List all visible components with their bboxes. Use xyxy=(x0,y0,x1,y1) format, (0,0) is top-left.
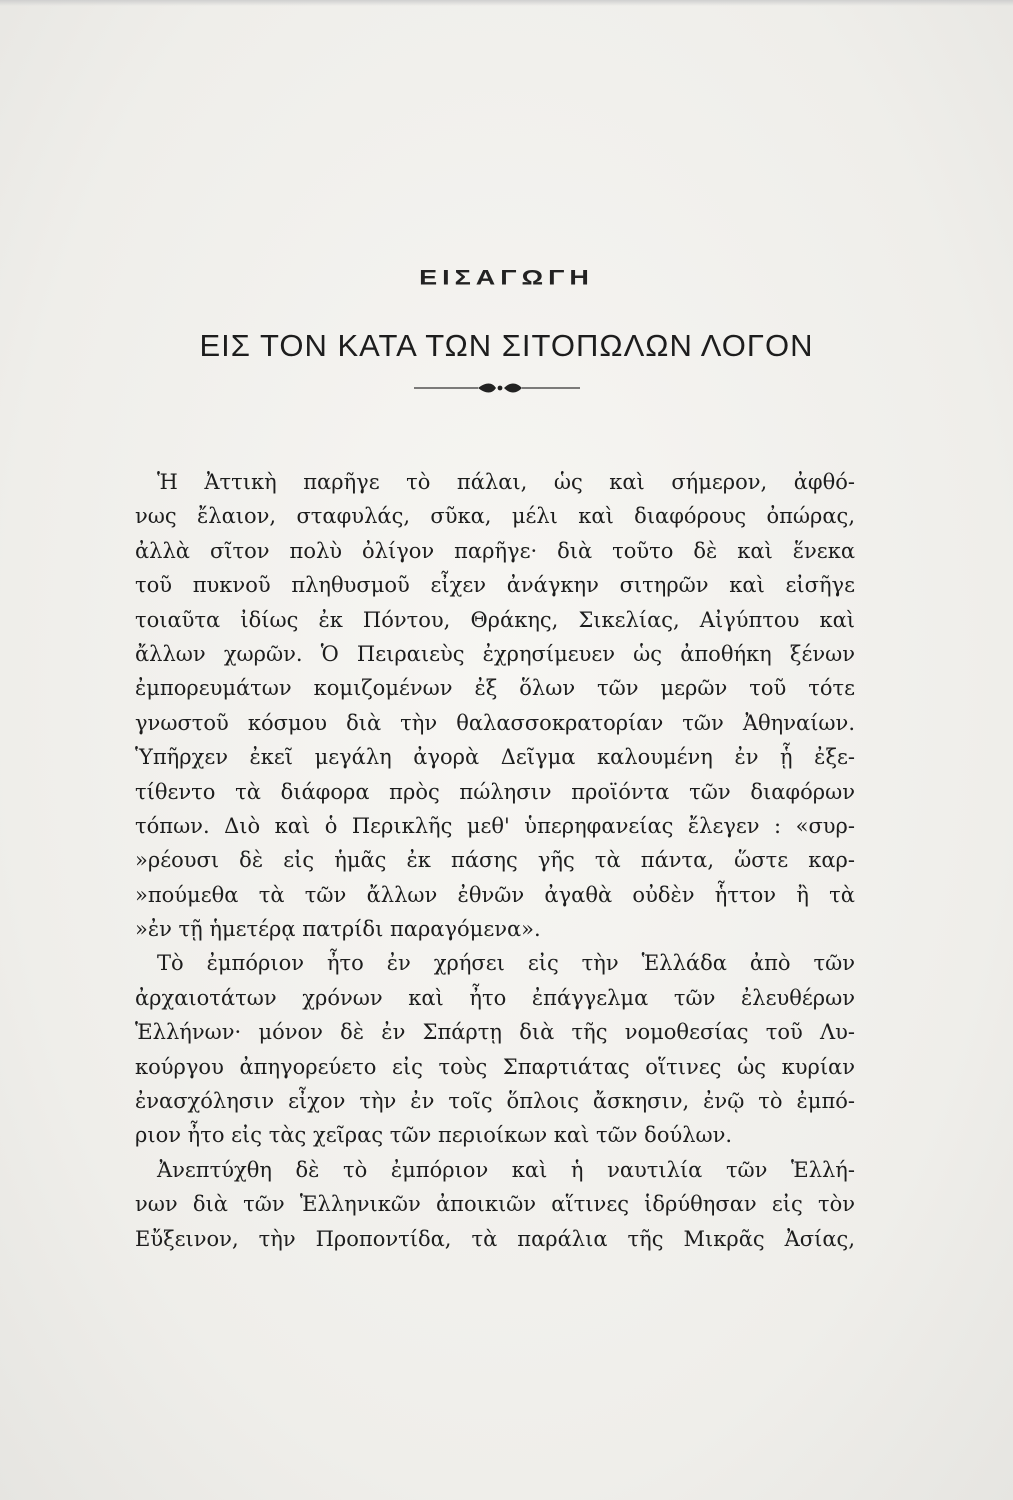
text-line: τίθεντο τὰ διάφορα πρὸς πώλησιν προϊόντα τῶν διαφόρων xyxy=(135,779,855,804)
text-line: ἀρχαιοτάτων χρόνων καὶ ἦτο ἐπάγγελμα τῶν ἐλευθέρων xyxy=(135,985,855,1010)
text-line: Ἑλλήνων· μόνον δὲ ἐν Σπάρτῃ διὰ τῆς νομοθεσίας τοῦ Λυ- xyxy=(135,1020,855,1045)
text-line: Ἀνεπτύχθη δὲ τὸ ἐμπόριον καὶ ἡ ναυτιλία τῶν Ἑλλή- xyxy=(157,1157,855,1182)
text-line: Εὔξεινον, τὴν Προποντίδα, τὰ παράλια τῆς Μικρᾶς Ἀσίας, xyxy=(135,1226,855,1251)
text-line: ἐνασχόλησιν εἶχον τὴν ἐν τοῖς ὅπλοις ἄσκησιν, ἐνῷ τὸ ἐμπό- xyxy=(135,1089,855,1114)
text-line: κούργου ἀπηγορεύετο εἰς τοὺς Σπαρτιάτας οἵτινες ὡς κυρίαν xyxy=(135,1054,855,1079)
text-line: ἀλλὰ σῖτον πολὺ ὀλίγον παρῆγε· διὰ τοῦτο δὲ καὶ ἕνεκα xyxy=(135,538,855,563)
text-line: τόπων. Διὸ καὶ ὁ Περικλῆς μεθ' ὑπερηφανείας ἔλεγεν : «συρ- xyxy=(135,813,855,838)
divider-ornament xyxy=(414,378,580,398)
text-line: τοῦ πυκνοῦ πληθυσμοῦ εἶχεν ἀνάγκην σιτηρῶν καὶ εἰσῆγε xyxy=(135,573,855,598)
page-top-edge xyxy=(0,0,1013,6)
chapter-heading: ΕΙΣΑΓΩΓΗ xyxy=(419,265,594,290)
text-line: νων διὰ τῶν Ἑλληνικῶν ἀποικιῶν αἵτινες ἱδρύθησαν εἰς τὸν xyxy=(135,1192,855,1217)
chapter-subtitle: ΕΙΣ ΤΟΝ ΚΑΤΑ ΤΩΝ ΣΙΤΟΠΩΛΩΝ ΛΟΓΟΝ xyxy=(199,328,814,363)
text-line: ἄλλων χωρῶν. Ὁ Πειραιεὺς ἐχρησίμευεν ὡς ἀποθήκη ξένων xyxy=(135,641,855,666)
text-line: Ὑπῆρχεν ἐκεῖ μεγάλη ἀγορὰ Δεῖγμα καλουμένη ἐν ᾗ ἐξε- xyxy=(135,745,855,770)
text-line: γνωστοῦ κόσμου διὰ τὴν θαλασσοκρατορίαν τῶν Ἀθηναίων. xyxy=(135,710,855,735)
paragraph-1 xyxy=(135,465,855,946)
text-line: ἐμπορευμάτων κομιζομένων ἐξ ὅλων τῶν μερῶν τοῦ τότε xyxy=(135,676,855,701)
paragraph-3 xyxy=(135,1153,855,1256)
text-line: Τὸ ἐμπόριον ἦτο ἐν χρήσει εἰς τὴν Ἑλλάδα ἀπὸ τῶν xyxy=(157,951,855,976)
text-line: τοιαῦτα ἰδίως ἐκ Πόντου, Θράκης, Σικελίας, Αἰγύπτου καὶ xyxy=(135,607,855,632)
text-line: ριον ἦτο εἰς τὰς χεῖρας τῶν περιοίκων καὶ τῶν δούλων. xyxy=(135,1123,733,1148)
paragraph-2 xyxy=(135,946,855,1152)
text-line: »ρέουσι δὲ εἰς ἡμᾶς ἐκ πάσης γῆς τὰ πάντα, ὥστε καρ- xyxy=(135,848,855,873)
text-line: »ἐν τῇ ἡμετέρᾳ πατρίδι παραγόμενα». xyxy=(135,917,541,942)
text-line: »πούμεθα τὰ τῶν ἄλλων ἐθνῶν ἀγαθὰ οὐδὲν ἧττον ἢ τὰ xyxy=(135,882,855,907)
text-line: νως ἔλαιον, σταφυλάς, σῦκα, μέλι καὶ διαφόρους ὀπώρας, xyxy=(135,504,855,529)
text-line: Ἡ Ἀττικὴ παρῆγε τὸ πάλαι, ὡς καὶ σήμερον, ἀφθό- xyxy=(157,470,855,494)
body-text xyxy=(135,465,855,1256)
